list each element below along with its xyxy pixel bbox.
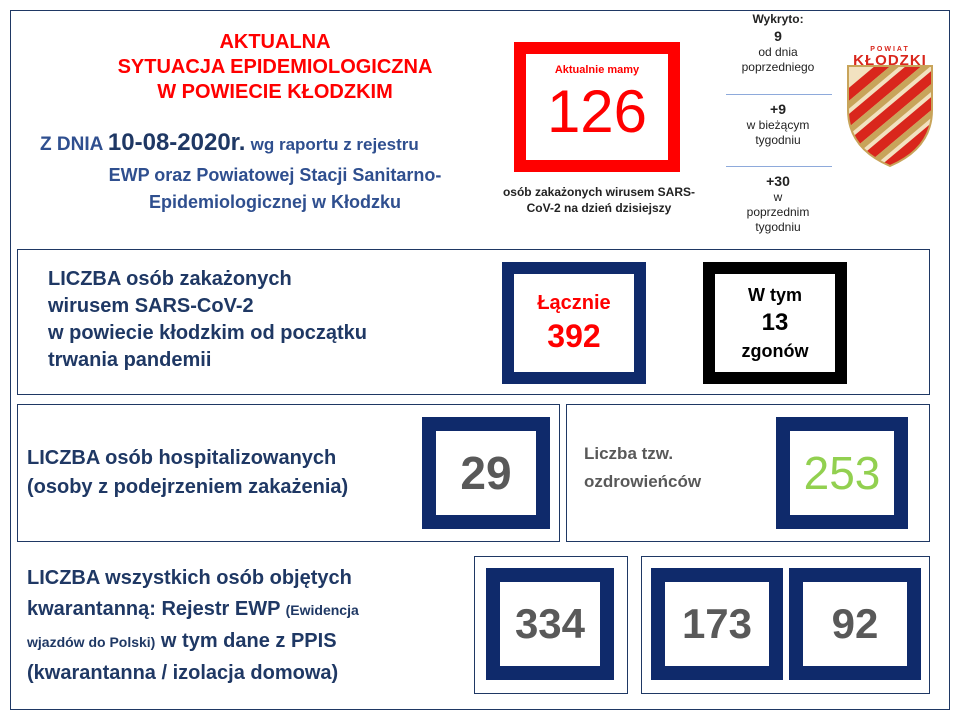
recovered-text <box>584 440 764 496</box>
detected-week-value: +9 <box>770 101 786 117</box>
title-line-3: W POWIECIE KŁODZKIM <box>157 81 393 103</box>
powiat-klodzki-logo <box>842 40 938 170</box>
report-date-line <box>40 128 510 160</box>
recovered-box <box>776 417 908 529</box>
ppis-isolation-value: 92 <box>831 600 879 647</box>
detected-prev-week-value: +30 <box>766 173 790 189</box>
detected-week <box>718 100 838 148</box>
report-source <box>40 162 510 216</box>
detected-prev-week-label-3: tygodniu <box>755 220 801 234</box>
recovered-value: 253 <box>803 447 881 499</box>
quarantine-text-line-3a: wjazdów do Polski) <box>27 634 156 650</box>
date-suffix: wg raportu z rejestru <box>250 135 419 154</box>
total-cases-text <box>48 266 488 374</box>
current-cases-box <box>514 42 680 172</box>
deaths-box <box>703 262 847 384</box>
report-date: 10-08-2020r. <box>107 129 246 156</box>
deaths-label-top: W tym <box>748 285 802 305</box>
page-title <box>60 30 490 105</box>
deaths-value: 13 <box>761 309 789 336</box>
caption-line-2: CoV-2 na dzień dzisiejszy <box>526 201 672 215</box>
recovered-text-line-2: ozdrowieńców <box>584 472 702 491</box>
source-line-2: Epidemiologicznej w Kłodzku <box>148 192 402 212</box>
logo-text-top: POWIAT <box>870 46 910 53</box>
detected-separator-2 <box>726 166 832 167</box>
detected-day-label-1: od dnia <box>758 45 798 59</box>
quarantine-text-line-4: (kwarantanna / izolacja domowa) <box>27 662 339 684</box>
hospitalized-text <box>27 444 427 502</box>
total-text-line-1: LICZBA osób zakażonych <box>48 268 292 290</box>
quarantine-text-line-3 <box>27 626 477 658</box>
date-prefix: Z DNIA <box>40 134 103 155</box>
ppis-isolation-box <box>789 568 921 680</box>
detected-day-value: 9 <box>774 28 782 44</box>
quarantine-text-line-3b: w tym dane z PPIS <box>160 630 337 652</box>
hospitalized-text-line-1: LICZBA osób hospitalizowanych <box>27 447 337 469</box>
hospitalized-text-line-2: (osoby z podejrzeniem zakażenia) <box>27 476 349 498</box>
quarantine-text-line-2 <box>27 594 477 626</box>
ppis-quarantine-value: 173 <box>681 600 753 647</box>
total-text-line-4: trwania pandemii <box>48 349 212 371</box>
current-cases-label: Aktualnie mamy <box>554 64 640 76</box>
detected-prev-week-label-1: w <box>773 190 783 204</box>
quarantine-text-line-2a: kwarantanną: Rejestr EWP <box>27 598 281 620</box>
ppis-quarantine-box <box>651 568 783 680</box>
caption-line-1: osób zakażonych wirusem SARS- <box>502 185 696 199</box>
deaths-label-bottom: zgonów <box>741 341 809 361</box>
detected-panel <box>718 10 838 75</box>
detected-prev-week <box>718 172 838 235</box>
hospitalized-value: 29 <box>460 447 512 499</box>
total-cases-value: 392 <box>547 318 601 354</box>
total-text-line-2: wirusem SARS-CoV-2 <box>48 295 254 317</box>
total-cases-label: Łącznie <box>537 292 611 314</box>
ewp-value: 334 <box>514 600 586 647</box>
detected-prev-week-label-2: poprzednim <box>746 205 810 219</box>
quarantine-text <box>27 563 477 689</box>
detected-week-label-2: tygodniu <box>755 133 801 147</box>
total-cases-box <box>502 262 646 384</box>
recovered-text-line-1: Liczba tzw. <box>584 444 674 463</box>
ewp-box <box>486 568 614 680</box>
title-line-1: AKTUALNA <box>219 31 331 53</box>
title-line-2: SYTUACJA EPIDEMIOLOGICZNA <box>117 56 433 78</box>
total-text-line-3: w powiecie kłodzkim od początku <box>48 322 367 344</box>
source-line-1: EWP oraz Powiatowej Stacji Sanitarno- <box>108 165 442 185</box>
current-cases-caption <box>488 184 710 216</box>
logo-text-main: KŁODZKI <box>853 52 927 69</box>
hospitalized-box <box>422 417 550 529</box>
quarantine-text-line-2b: (Ewidencja <box>285 602 359 618</box>
detected-day-label-2: poprzedniego <box>741 60 815 74</box>
quarantine-text-line-1: LICZBA wszystkich osób objętych <box>27 567 352 589</box>
detected-week-label-1: w bieżącym <box>746 118 810 132</box>
detected-title: Wykryto: <box>752 12 804 26</box>
detected-separator-1 <box>726 94 832 95</box>
current-cases-value: 126 <box>546 78 648 145</box>
